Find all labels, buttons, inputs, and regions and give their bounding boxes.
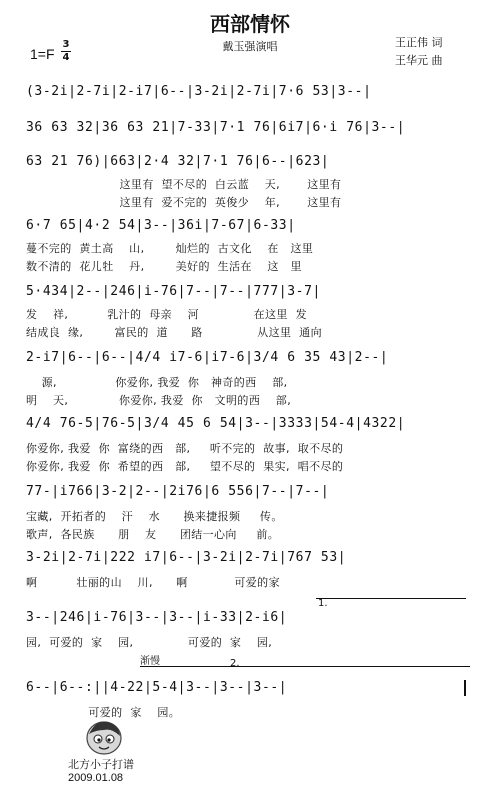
lyric-line: 你爱你, 我爱 你 希望的西 部, 望不尽的 果实, 唱不尽的 (26, 460, 344, 473)
singer-credit: 戴玉强演唱 (222, 40, 278, 53)
lyric-line: 园, 可爱的 家 园, 可爱的 家 园, (26, 636, 273, 649)
lyric-line: 这里有 爱不完的 英俊少 年, 这里有 (26, 196, 342, 209)
notation-line: 2-i7|6--|6--|4/4 i7-6|i7-6|3/4 6 35 43|2--| (26, 350, 389, 365)
composer-credit: 王华元 曲 (395, 54, 443, 67)
arrangement-date: 2009.01.08 (68, 772, 124, 784)
cartoon-avatar-icon (84, 718, 124, 756)
lyric-line: 蔓不完的 黄土高 山, 灿烂的 古文化 在 这里 (26, 242, 314, 255)
song-title: 西部情怀 (210, 12, 290, 36)
lyric-line: 源, 你爱你, 我爱 你 神奇的西 部, (26, 376, 288, 389)
lyricist-credit: 王正伟 词 (395, 36, 443, 49)
lyric-line: 宝藏, 开拓者的 汗 水 换来捷报频 传。 (26, 510, 283, 523)
notation-line: 36 63 32|36 63 21|7-33|7·1 76|6i7|6·i 76|3--| (26, 120, 406, 135)
lyric-line: 这里有 望不尽的 白云蓝 天, 这里有 (26, 178, 342, 191)
time-signature-top: 3 (62, 39, 70, 50)
first-ending-label: 1. (318, 598, 328, 609)
lyric-line: 你爱你, 我爱 你 富绕的西 部, 听不完的 故事, 取不尽的 (26, 442, 344, 455)
notation-line: (3-2i|2-7i|2-i7|6--|3-2i|2-7i|7·6 53|3--| (26, 84, 372, 99)
arranger-credit: 北方小子打谱 (68, 758, 134, 771)
second-ending-label: 2. (230, 658, 240, 669)
notation-line: 6·7 65|4·2 54|3--|36i|7-67|6-33| (26, 218, 296, 233)
notation-line: 6--|6--:||4-22|5-4|3--|3--|3--| (26, 680, 288, 695)
notation-line: 4/4 76-5|76-5|3/4 45 6 54|3--|3333|54-4|4322| (26, 416, 406, 431)
lyric-line: 结成良 缘, 富民的 道 路 从这里 通向 (26, 326, 322, 339)
notation-line: 3--|246|i-76|3--|3--|i-33|2-i6| (26, 610, 288, 625)
lyric-line: 发 祥, 乳汁的 母亲 河 在这里 发 (26, 308, 307, 321)
notation-line: 63 21 76)|663|2·4 32|7·1 76|6--|623| (26, 154, 330, 169)
final-barline (464, 680, 466, 696)
lyric-line: 歌声, 各民族 朋 友 团结一心向 前。 (26, 528, 280, 541)
time-signature-bottom: 4 (62, 52, 70, 63)
lyric-line: 数不清的 花儿牡 丹, 美好的 生活在 这 里 (26, 260, 302, 273)
time-signature (61, 40, 71, 63)
notation-line: 3-2i|2-7i|222 i7|6--|3-2i|2-7i|767 53| (26, 550, 347, 565)
notation-line: 77-|i766|3-2|2--|2i76|6 556|7--|7--| (26, 484, 330, 499)
lyric-line: 可爱的 家 园。 (26, 706, 181, 719)
key-signature: 1=F (30, 46, 55, 62)
lyric-line: 明 天, 你爱你, 我爱 你 文明的西 部, (26, 394, 292, 407)
notation-line: 5·434|2--|246|i-76|7--|7--|777|3-7| (26, 284, 321, 299)
first-ending-bracket (316, 598, 466, 599)
lyric-line: 啊 壮丽的山 川, 啊 可爱的家 (26, 576, 280, 589)
tempo-marking: 渐慢 (140, 656, 160, 667)
second-ending-bracket (140, 666, 470, 667)
